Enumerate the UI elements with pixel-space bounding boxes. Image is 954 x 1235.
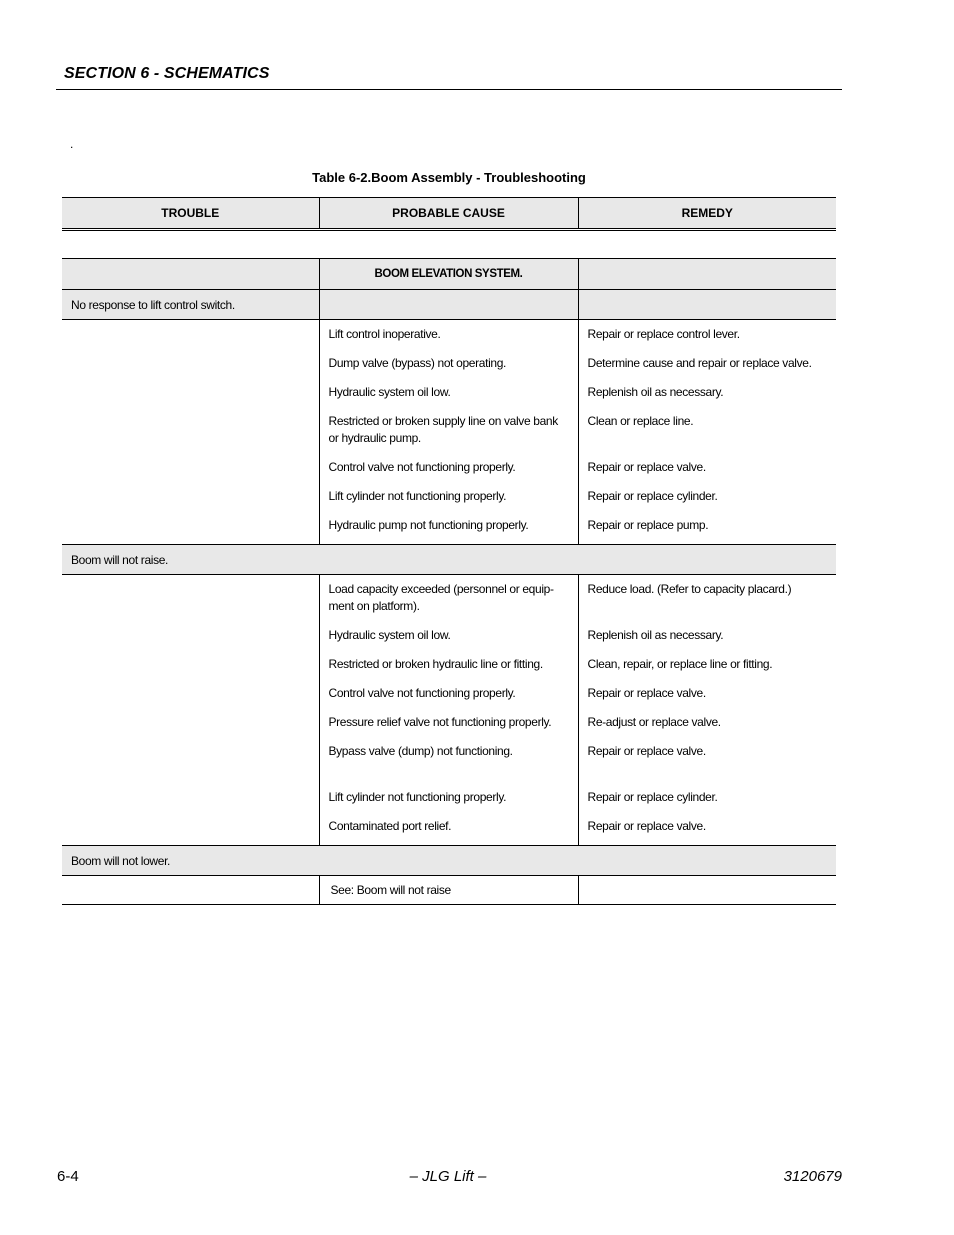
- trouble-row: [62, 846, 836, 876]
- table-title: Table 6-2.Boom Assembly - Troubleshooting: [312, 170, 586, 185]
- section-title: SECTION 6 - SCHEMATICS: [64, 65, 270, 82]
- probable-cause: See: Boom will not raise: [319, 876, 578, 905]
- probable-cause: Restricted or broken supply line on valve bank or hydraulic pump.: [328, 414, 558, 445]
- table-header: [62, 197, 836, 229]
- header-rule: [56, 89, 842, 90]
- page-number: 6-4: [57, 1168, 79, 1185]
- probable-cause: Hydraulic system oil low.: [328, 628, 451, 642]
- remedy: Re-adjust or replace valve.: [587, 715, 721, 729]
- column-header-remedy: REMEDY: [578, 198, 836, 229]
- probable-cause: Hydraulic pump not functioning properly.: [328, 518, 529, 532]
- trouble-text: Boom will not lower.: [62, 846, 836, 876]
- document-number: 3120679: [783, 1168, 842, 1185]
- footer-brand: – JLG Lift –: [409, 1168, 487, 1185]
- remedy: Repair or replace valve.: [587, 460, 706, 474]
- remedy: Repair or replace valve.: [587, 744, 706, 758]
- remedy: Repair or replace cylinder.: [587, 489, 718, 503]
- remedy: Determine cause and repair or replace valve.: [587, 356, 812, 370]
- table-divider-rule: [62, 230, 836, 231]
- stray-mark: .: [70, 137, 74, 151]
- trouble-row-blank: [578, 290, 836, 320]
- trouble-text: No response to lift control switch.: [62, 290, 319, 320]
- probable-cause-cell: [319, 320, 578, 545]
- column-header-trouble: TROUBLE: [62, 198, 319, 229]
- system-heading-blank-right: [578, 259, 836, 290]
- probable-cause-cell: [319, 575, 578, 846]
- trouble-row: [62, 545, 836, 575]
- probable-cause: Lift cylinder not functioning properly.: [328, 790, 507, 804]
- probable-cause: Restricted or broken hydraulic line or fitting.: [328, 657, 543, 671]
- remedy: Repair or replace control lever.: [587, 327, 740, 341]
- probable-cause: Bypass valve (dump) not functioning.: [328, 744, 513, 758]
- probable-cause: Pressure relief valve not functioning properly.: [328, 715, 552, 729]
- troubleshooting-table: [62, 258, 836, 905]
- trouble-row: [62, 290, 836, 320]
- probable-cause: Control valve not functioning properly.: [328, 460, 516, 474]
- trouble-blank-cell: [62, 876, 319, 905]
- system-heading-row: [62, 259, 836, 290]
- remedy: Clean or replace line.: [587, 414, 694, 428]
- remedy: [578, 876, 836, 905]
- remedy: Replenish oil as necessary.: [587, 628, 724, 642]
- remedy: Repair or replace pump.: [587, 518, 709, 532]
- remedy-cell: [578, 575, 836, 846]
- probable-cause: Load capacity exceeded (personnel or equip-ment on platform).: [328, 582, 554, 613]
- remedy: Repair or replace cylinder.: [587, 790, 718, 804]
- remedy: Reduce load. (Refer to capacity placard.): [587, 582, 792, 596]
- remedy-cell: [578, 320, 836, 545]
- cause-remedy-row: [62, 320, 836, 545]
- remedy: Repair or replace valve.: [587, 686, 706, 700]
- trouble-blank-cell: [62, 575, 319, 846]
- probable-cause: Contaminated port relief.: [328, 819, 452, 833]
- probable-cause: Lift control inoperative.: [328, 327, 441, 341]
- cause-remedy-row: [62, 575, 836, 846]
- remedy: Clean, repair, or replace line or fitting.: [587, 657, 773, 671]
- column-header-probable-cause: PROBABLE CAUSE: [319, 198, 578, 229]
- trouble-blank-cell: [62, 320, 319, 545]
- trouble-row-blank: [319, 290, 578, 320]
- trouble-text: Boom will not raise.: [62, 545, 836, 575]
- probable-cause: Hydraulic system oil low.: [328, 385, 451, 399]
- system-heading-blank-left: [62, 259, 319, 290]
- remedy: Repair or replace valve.: [587, 819, 706, 833]
- probable-cause: Dump valve (bypass) not operating.: [328, 356, 507, 370]
- cause-remedy-row: [62, 876, 836, 905]
- probable-cause: Lift cylinder not functioning properly.: [328, 489, 507, 503]
- probable-cause: Control valve not functioning properly.: [328, 686, 516, 700]
- remedy: Replenish oil as necessary.: [587, 385, 724, 399]
- system-heading: BOOM ELEVATION SYSTEM.: [319, 259, 578, 290]
